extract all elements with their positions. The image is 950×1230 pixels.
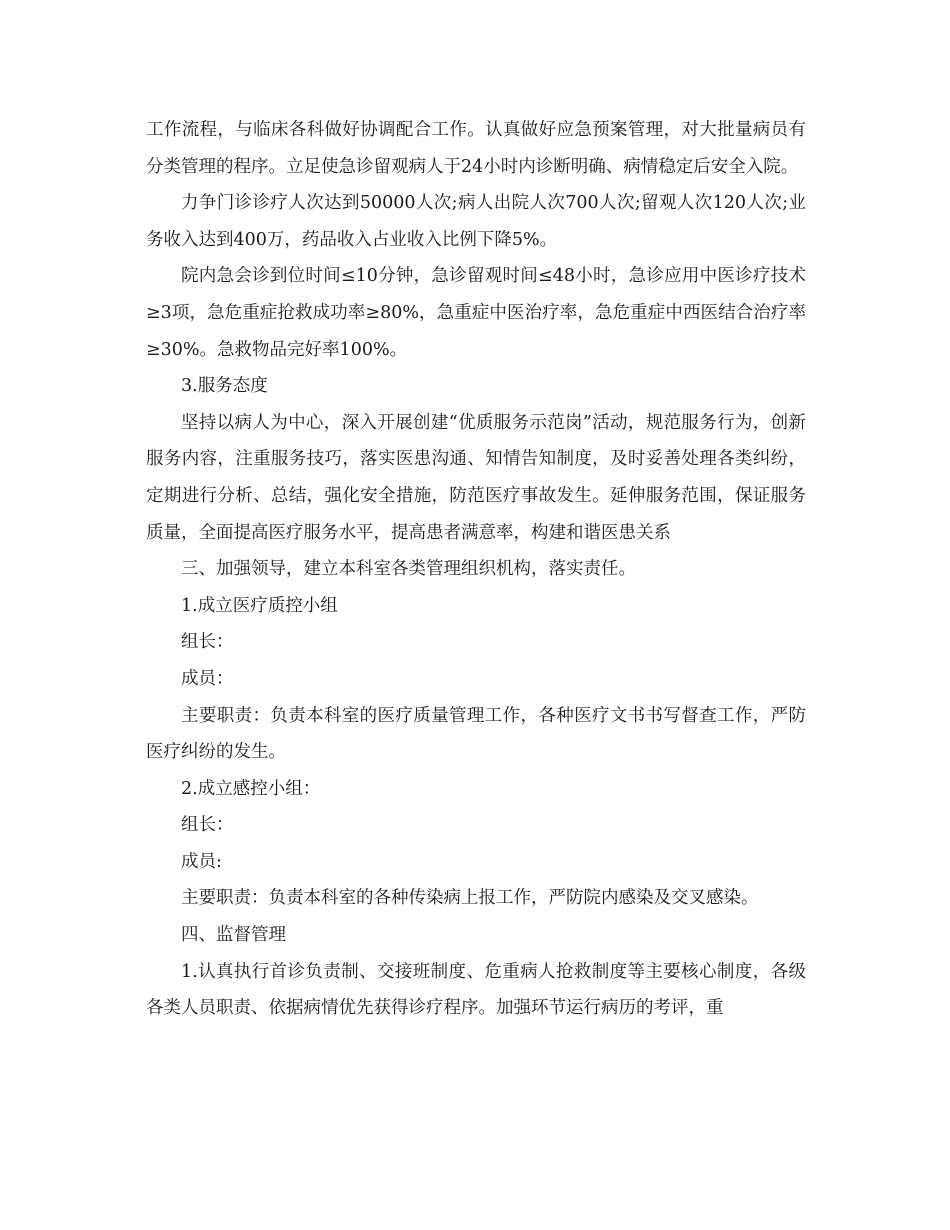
quality-group-leader: 组长： <box>181 632 234 653</box>
infection-group-members: 成员: <box>181 851 222 872</box>
infection-group-leader: 组长： <box>181 815 234 836</box>
heading-section-three: 三、加强领导，建立本科室各类管理组织机构，落实责任。 <box>181 559 636 580</box>
paragraph-targets: 力争门诊诊疗人次达到50000人次;病人出院人次700人次;留观人次120人次;业务收入达到400万，药品收入占业收入比例下降5%。 <box>146 193 806 250</box>
paragraph-emergency-metrics: 院内急会诊到位时间≤10分钟，急诊留观时间≤48小时，急诊应用中医诊疗技术≥3项，急危重症抢救成功率≥80%，急重症中医治疗率，急危重症中西医结合治疗率≥30%。急救物品完好率100%。 <box>146 266 806 360</box>
heading-quality-group: 1.成立医疗质控小组 <box>181 595 338 616</box>
document-page <box>146 112 806 1027</box>
infection-group-duties: 主要职责：负责本科室的各种传染病上报工作，严防院内感染及交叉感染。 <box>181 888 759 909</box>
paragraph-supervision-1: 1.认真执行首诊负责制、交接班制度、危重病人抢救制度等主要核心制度，各级各类人员职责、依据病情优先获得诊疗程序。加强环节运行病历的考评，重 <box>146 961 806 1019</box>
heading-supervision: 四、监督管理 <box>181 925 286 946</box>
paragraph-workflow: 工作流程，与临床各科做好协调配合工作。认真做好应急预案管理，对大批量病员有分类管理的程序。立足使急诊留观病人于24小时内诊断明确、病情稳定后安全入院。 <box>146 120 806 177</box>
heading-service-attitude: 3.服务态度 <box>181 376 268 397</box>
heading-infection-group: 2.成立感控小组： <box>181 778 321 799</box>
quality-group-members: 成员： <box>181 668 234 689</box>
quality-group-duties: 主要职责：负责本科室的医疗质量管理工作，各种医疗文书书写督查工作，严防医疗纠纷的发生。 <box>146 705 806 763</box>
paragraph-service: 坚持以病人为中心，深入开展创建“优质服务示范岗”活动，规范服务行为，创新服务内容，注重服务技巧，落实医患沟通、知情告知制度，及时妥善处理各类纠纷，定期进行分析、总结，强化安全措施，防范医疗事故发生。延伸服务范围，保证服务质量，全面提高医疗服务水平，提高患者满意率，构建和谐医患关系 <box>146 412 806 543</box>
